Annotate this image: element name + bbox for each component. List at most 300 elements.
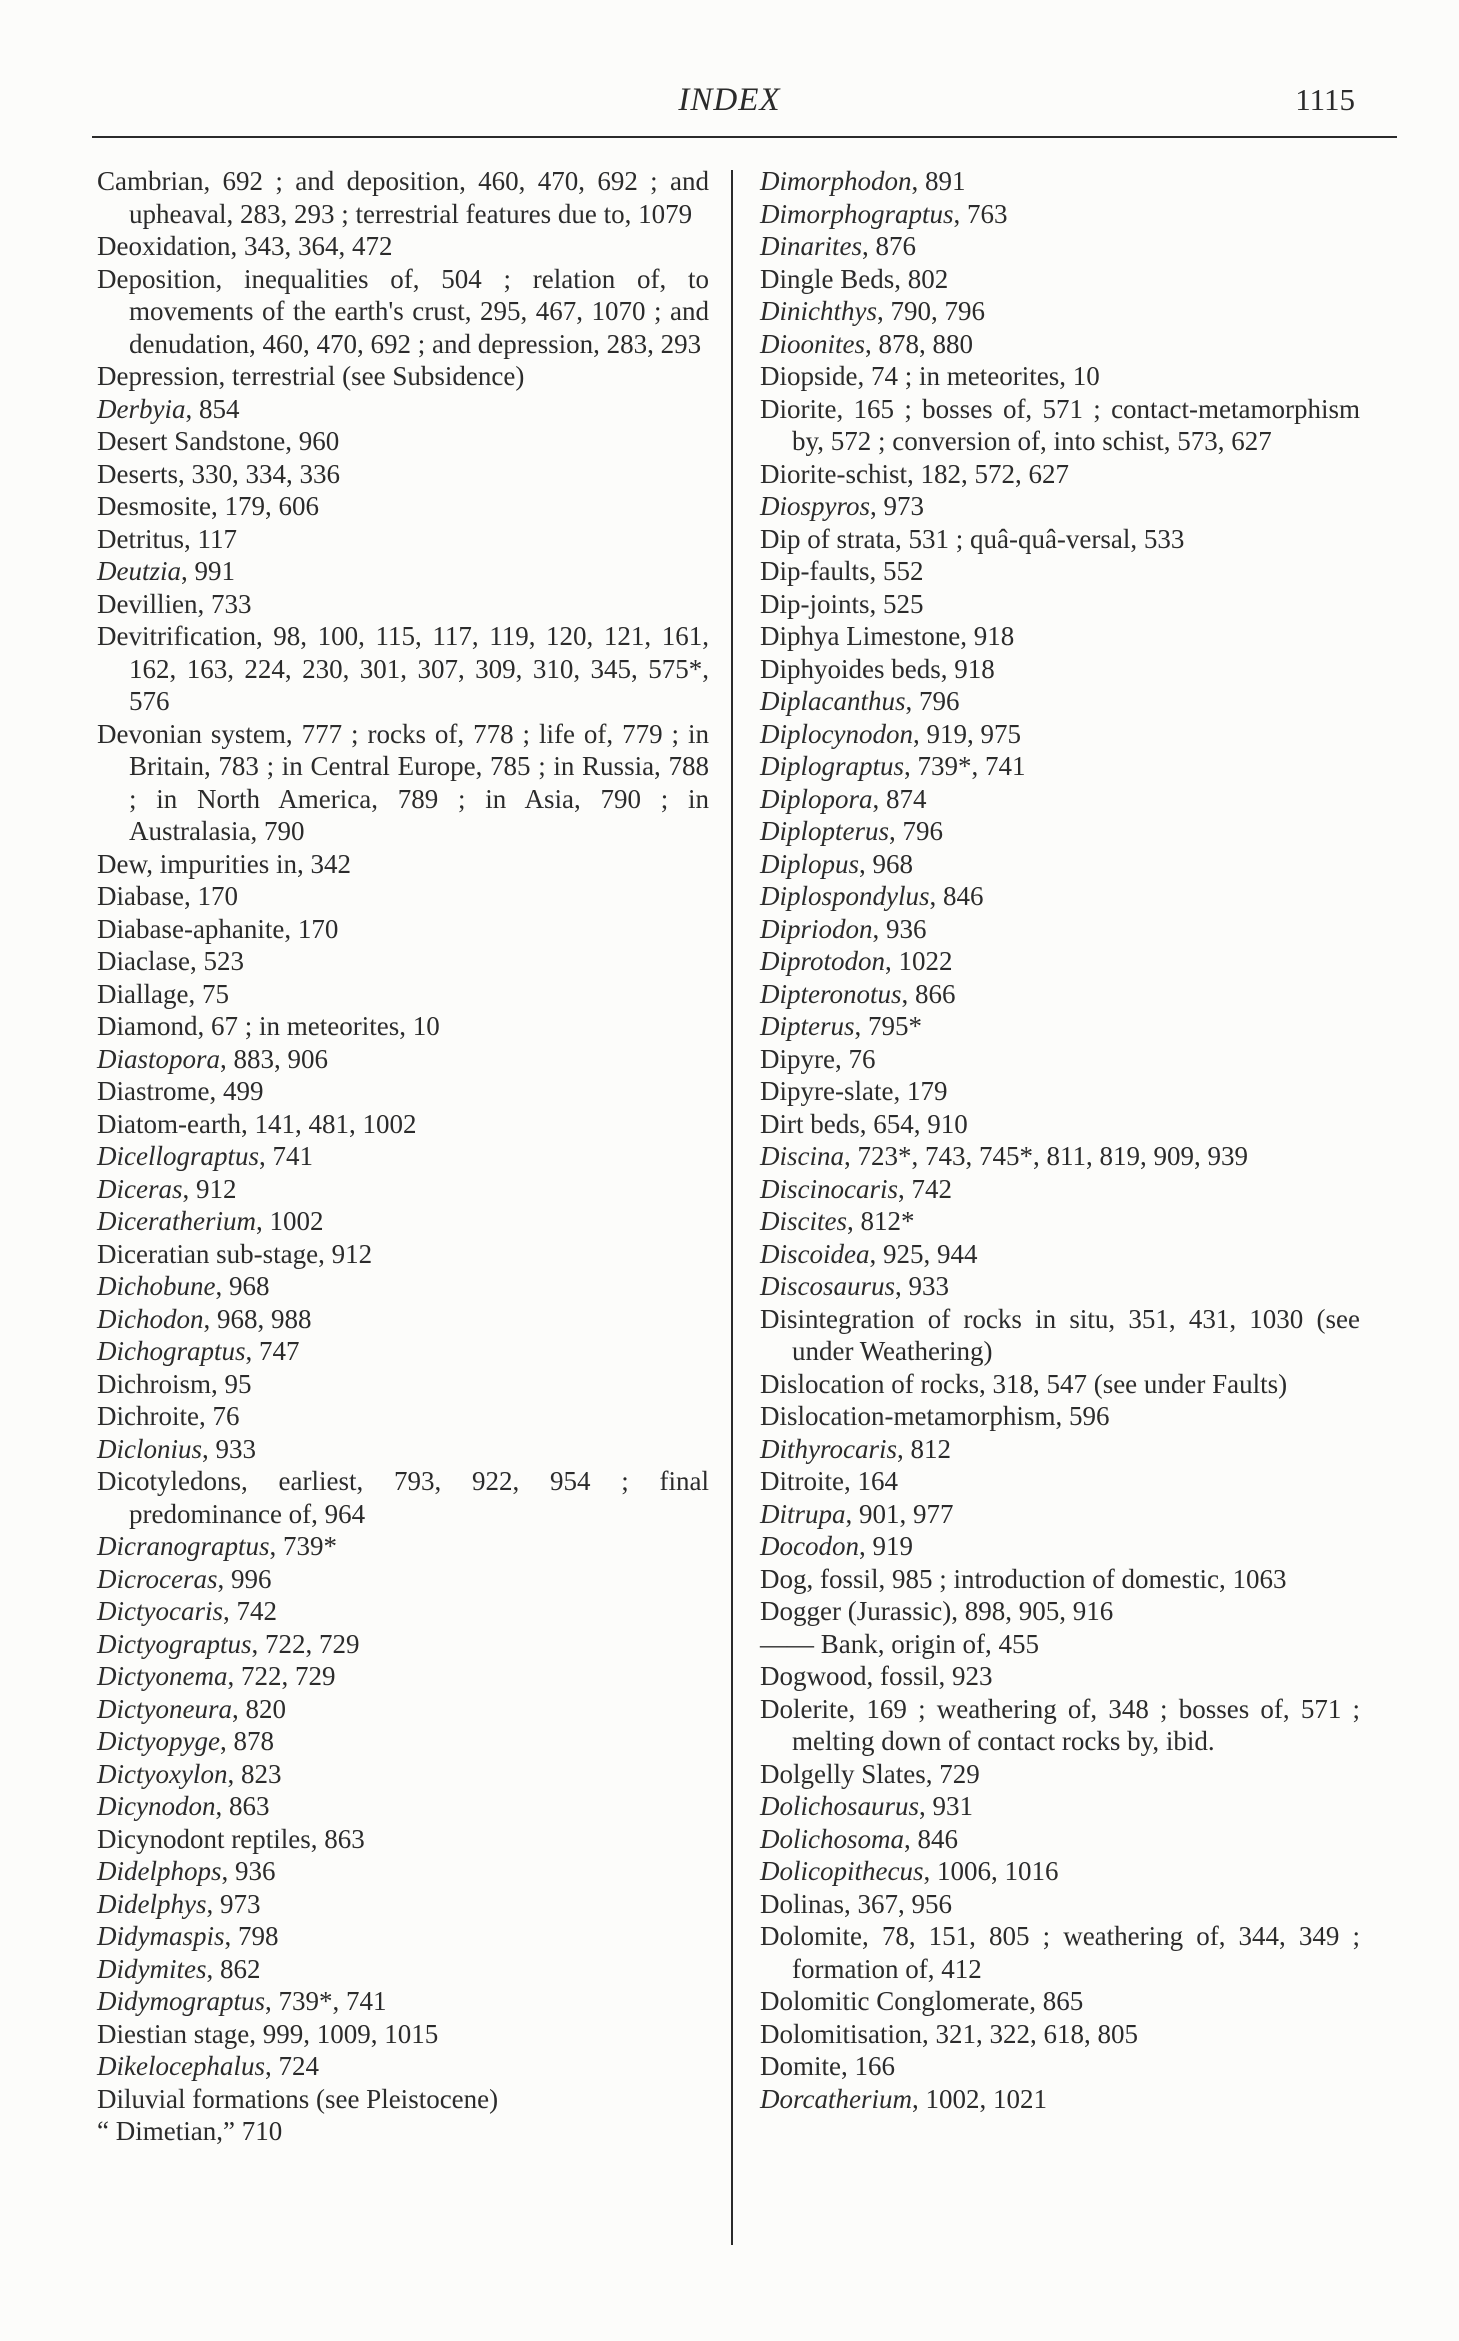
index-entry-heading: Dingle Beds	[760, 263, 895, 294]
index-entry-heading: Diorite-schist	[760, 458, 907, 489]
index-entry-refs: , 733	[197, 588, 252, 619]
index-entry	[97, 1433, 709, 1466]
index-entry-heading: Deposition	[97, 263, 216, 294]
index-entry-heading: Dipriodon	[760, 913, 873, 944]
index-entry-refs: , 525	[869, 588, 924, 619]
index-entry	[760, 490, 1360, 523]
index-entry-heading: Devillien	[97, 588, 198, 619]
index-entry-refs: , 891	[911, 166, 966, 196]
index-entry-heading: Dimorphograptus	[760, 198, 954, 229]
index-entry	[760, 588, 1360, 621]
index-entry	[97, 1010, 709, 1043]
index-entry-refs: , 552	[869, 556, 924, 586]
index-entry-heading: Dichograptus	[97, 1336, 246, 1366]
index-entry-heading: Diphyoides beds	[760, 653, 941, 684]
index-entry-heading: Desmosite	[97, 491, 211, 521]
index-entry	[760, 328, 1360, 361]
index-entry	[760, 2083, 1360, 2116]
index-entry	[97, 1303, 709, 1336]
index-entry	[760, 1205, 1360, 1238]
index-entry-heading: Dichobune	[97, 1271, 216, 1301]
index-entry-heading: Discina	[760, 1141, 844, 1171]
index-entry-refs: , 654, 910	[859, 1108, 968, 1139]
index-entry-heading: Dikelocephalus	[97, 2051, 265, 2081]
index-entry-heading: Dolgelly Slates	[760, 1758, 926, 1789]
index-entry	[760, 1758, 1360, 1791]
index-entry-refs: , 999, 1009, 1015	[249, 2018, 439, 2049]
index-entry-refs: , 878	[219, 1726, 274, 1756]
index-entry-refs: , 790, 796	[876, 296, 985, 326]
index-entry-heading: Dinichthys	[760, 296, 877, 326]
index-entry-refs: , 722, 729	[251, 1628, 360, 1659]
index-entry-heading: Dolichosoma	[760, 1823, 904, 1854]
index-entry	[760, 1985, 1360, 2018]
index-entry	[760, 718, 1360, 751]
index-entry-heading: Deoxidation	[97, 231, 231, 261]
index-entry	[97, 165, 709, 230]
index-entry-heading: Dolinas	[760, 1888, 844, 1919]
index-entry-heading: Dolicopithecus	[760, 1856, 924, 1886]
index-entry-heading: Discoidea	[760, 1238, 870, 1269]
index-entry	[97, 393, 709, 426]
index-entry-refs: , 523	[189, 946, 244, 976]
index-entry-refs: , 991	[181, 556, 235, 586]
index-entry	[97, 490, 709, 523]
index-entry-refs: , 321, 322, 618, 805	[922, 2018, 1138, 2049]
index-entry	[97, 1595, 709, 1628]
index-entry	[97, 1108, 709, 1141]
index-entry-heading: Diprotodon	[760, 946, 886, 976]
index-entry-heading: Dolomite	[760, 1921, 862, 1951]
index-entry-refs: , 164	[843, 1466, 898, 1496]
index-entry-heading: Dip of strata	[760, 523, 895, 554]
index-entry-refs: , inequalities of, 504 ; relation of, to movements of the earth's crust, 295, 467, 1070 ; and denudation, 460, 470, 692 ; and depression, 283, 293	[129, 263, 709, 359]
index-entry-heading: Devitrification	[97, 621, 256, 651]
index-entry	[760, 198, 1360, 231]
index-entry-refs: , 596	[1055, 1401, 1110, 1431]
index-entry	[97, 2115, 709, 2148]
index-entry-heading: Diabase-aphanite	[97, 913, 285, 944]
index-entry-refs: , 796	[905, 686, 960, 716]
index-entry	[97, 2050, 709, 2083]
index-entry-heading: Discinocaris	[760, 1173, 898, 1204]
index-entry-heading: Dogwood	[760, 1661, 867, 1691]
index-entry	[97, 1660, 709, 1693]
index-entry-heading: Dichroite	[97, 1401, 199, 1431]
index-entry-heading: Diabase	[97, 881, 184, 911]
index-entry-refs: , 170	[284, 913, 339, 944]
index-entry	[97, 360, 709, 393]
index-entry	[97, 1953, 709, 1986]
index-entry-refs: , 863	[310, 1823, 365, 1854]
index-entry	[97, 1530, 709, 1563]
index-entry-heading: Dolomitisation	[760, 2018, 922, 2049]
index-entry	[760, 750, 1360, 783]
index-entry-heading: Diplopus	[760, 848, 860, 879]
index-entry-refs: , 75	[188, 978, 229, 1009]
index-entry-heading: Deserts	[97, 458, 178, 489]
index-entry-refs: , 936	[872, 913, 927, 944]
index-entry	[97, 588, 709, 621]
index-entry	[760, 263, 1360, 296]
index-entry-heading: Dolichosaurus	[760, 1791, 920, 1821]
index-entry	[97, 1043, 709, 1076]
index-entry-refs: , 739*, 741	[265, 1986, 387, 2016]
index-entry-refs: , 729	[925, 1758, 980, 1789]
index-entry-heading: Diclonius	[97, 1433, 202, 1464]
index-entry	[760, 1400, 1360, 1433]
index-entry-refs: , 874	[872, 783, 927, 814]
index-entry-heading: Devonian system	[97, 718, 286, 749]
index-entry	[97, 1693, 709, 1726]
index-entry-refs: , 973	[870, 491, 925, 521]
index-entry-refs: , 854	[185, 393, 240, 424]
index-entry-refs: , 724	[264, 2051, 319, 2081]
index-entry-refs: , 1022	[885, 946, 953, 976]
index-entry	[97, 1400, 709, 1433]
index-entry-refs: , 741	[259, 1141, 313, 1171]
index-entry-refs: , 169 ; weathering of, 348 ; bosses of, 571 ; melting down of contact rocks by, ibid.	[792, 1693, 1360, 1756]
index-entry-heading: Discosaurus	[760, 1271, 896, 1301]
index-entry-heading: Dictyocaris	[97, 1596, 223, 1626]
index-entry-heading: Ditroite	[760, 1466, 844, 1496]
page-header-title: INDEX	[678, 82, 781, 118]
index-entry-refs: , 117	[184, 523, 237, 554]
index-entry-heading: Dew	[97, 848, 147, 879]
index-entry-refs: , 795*	[854, 1011, 922, 1041]
index-entry-heading: Dirt beds	[760, 1108, 860, 1139]
index-entry	[97, 1563, 709, 1596]
index-entry-heading: Diospyros	[760, 491, 871, 521]
index-entry-refs: , 912	[318, 1238, 373, 1269]
index-entry-heading: Diallage	[97, 978, 189, 1009]
index-entry	[97, 230, 709, 263]
index-entry	[760, 1595, 1360, 1628]
index-entry-refs: , 865	[1029, 1986, 1084, 2016]
index-entry-refs: , 739*	[269, 1531, 338, 1561]
index-entry	[760, 1108, 1360, 1141]
index-column-right	[760, 165, 1360, 2115]
index-entry-heading: Dicranograptus	[97, 1531, 270, 1561]
index-entry	[97, 1985, 709, 2018]
index-entry	[760, 653, 1360, 686]
index-entry-refs: , 968	[859, 848, 914, 879]
index-entry	[760, 2018, 1360, 2051]
index-entry	[760, 1628, 1360, 1661]
index-entry-heading: Docodon	[760, 1531, 859, 1561]
index-entry	[760, 1660, 1360, 1693]
index-entry-refs: , 763	[953, 198, 1008, 229]
index-entry	[760, 1173, 1360, 1206]
index-entry-refs: , 936	[221, 1856, 276, 1886]
index-entry-refs: , 739*, 741	[904, 751, 1026, 781]
index-entry-heading: Dithyrocaris	[760, 1433, 897, 1464]
index-entry-refs: , impurities in, 342	[146, 848, 351, 879]
index-entry-heading: “ Dimetian,”	[97, 2116, 235, 2146]
index-entry-heading: Dimorphodon	[760, 166, 912, 196]
index-entry	[97, 1855, 709, 1888]
index-entry-refs: , fossil, 985 ; introduction of domestic, 1063	[806, 1563, 1287, 1594]
index-entry-refs: , 78, 151, 805 ; weathering of, 344, 349 ; formation of, 412	[792, 1921, 1360, 1984]
index-entry-refs: , 499	[209, 1076, 264, 1106]
index-entry-refs: , 968	[215, 1271, 270, 1301]
index-entry-refs: , 933	[202, 1433, 256, 1464]
index-entry	[760, 393, 1360, 458]
index-entry	[760, 1693, 1360, 1758]
index-entry-refs: , 802	[894, 263, 949, 294]
index-entry-heading: Diastopora	[97, 1043, 221, 1074]
index-entry-refs: , 863	[215, 1791, 270, 1821]
index-entry-refs: , earliest, 793, 922, 954 ; final predominance of, 964	[129, 1466, 709, 1529]
index-entry-refs: , 166	[841, 2051, 895, 2081]
index-entry	[97, 1725, 709, 1758]
index-entry-heading: Diatom-earth	[97, 1108, 241, 1139]
index-entry-refs: , 931	[919, 1791, 974, 1821]
index-entry	[760, 230, 1360, 263]
page-number: 1115	[1295, 82, 1355, 117]
index-entry	[97, 1173, 709, 1206]
index-entry-refs: , 898, 905, 916	[951, 1596, 1114, 1626]
index-entry	[760, 1433, 1360, 1466]
index-entry	[760, 1530, 1360, 1563]
index-entry-refs: , 883, 906	[220, 1043, 329, 1074]
index-entry	[97, 848, 709, 881]
index-entry-refs: (see Pleistocene)	[309, 2083, 499, 2114]
index-entry	[97, 263, 709, 361]
index-entry-refs: , 846	[904, 1823, 958, 1854]
index-entry-heading: Diceratian sub-stage	[97, 1238, 319, 1269]
index-entry	[97, 1888, 709, 1921]
index-entry-heading: Dipterus	[760, 1011, 855, 1041]
index-entry-heading: Dicellograptus	[97, 1141, 259, 1171]
index-entry-heading: Dicotyledons	[97, 1466, 241, 1496]
index-entry-heading: Diplacanthus	[760, 686, 906, 716]
index-entry-heading: Didymites	[97, 1953, 207, 1984]
index-entry-heading: Dichodon	[97, 1303, 204, 1334]
index-entry-heading: Dolomitic Conglomerate	[760, 1986, 1030, 2016]
header-rule	[92, 136, 1397, 138]
index-entry-heading: Dictyoxylon	[97, 1758, 228, 1789]
index-entry	[760, 783, 1360, 816]
index-entry-heading: Diaclase	[97, 946, 190, 976]
index-entry-refs: , 723*, 743, 745*, 811, 819, 909, 939	[844, 1141, 1248, 1171]
index-entry-refs: , 141, 481, 1002	[240, 1108, 417, 1139]
index-entry-heading: Ditrupa	[760, 1498, 846, 1529]
index-entry-heading: Domite	[760, 2051, 841, 2081]
index-entry-heading: Dictyoneura	[97, 1693, 232, 1724]
index-entry-heading: Derbyia	[97, 393, 186, 424]
index-entry-refs: , 76	[834, 1043, 876, 1074]
index-entry-heading: Diceras	[97, 1173, 183, 1204]
index-entry-refs: , 777 ; rocks of, 778 ; life of, 779 ; in Britain, 783 ; in Central Europe, 785 ; in Russia, 788 ; in North America, 789 ; in Asia, 790 ; in Australasia, 790	[129, 718, 709, 846]
index-entry-refs: , 912	[182, 1173, 237, 1204]
index-entry-refs: , 165 ; bosses of, 571 ; contact-metamorphism by, 572 ; conversion of, into schist, 573, 627	[792, 393, 1360, 456]
index-entry-heading: Diplospondylus	[760, 881, 930, 911]
index-entry-heading: Discites	[760, 1206, 847, 1236]
index-entry-heading: Desert Sandstone	[97, 426, 286, 456]
index-entry-refs: , 95	[211, 1368, 252, 1399]
index-entry	[760, 880, 1360, 913]
index-entry	[97, 978, 709, 1011]
index-entry	[760, 815, 1360, 848]
index-entry-refs: , 742	[898, 1173, 952, 1204]
index-entry	[760, 945, 1360, 978]
index-entry	[760, 978, 1360, 1011]
index-entry	[97, 913, 709, 946]
index-entry	[760, 1563, 1360, 1596]
index-entry-heading: Dioonites	[760, 328, 865, 359]
index-entry-refs: , 812	[897, 1433, 951, 1464]
index-entry	[760, 523, 1360, 556]
index-entry-refs: , 876	[862, 231, 917, 261]
index-entry-refs: , 798	[224, 1921, 279, 1951]
index-entry	[760, 1140, 1360, 1173]
index-entry-refs: , 747	[245, 1336, 300, 1366]
index-entry	[760, 1498, 1360, 1531]
index-entry-refs: , 925, 944	[869, 1238, 978, 1269]
index-entry-refs: , 1002	[255, 1206, 324, 1236]
index-entry	[760, 1238, 1360, 1271]
index-entry-heading: Dog	[760, 1563, 807, 1594]
index-entry-heading: Dip-joints	[760, 588, 870, 619]
index-entry-refs: , 722, 729	[227, 1661, 336, 1691]
index-entry-heading: Diceratherium	[97, 1206, 256, 1236]
index-entry-heading: Dislocation-metamorphism	[760, 1401, 1056, 1431]
index-entry-refs: , origin of, 455	[877, 1628, 1039, 1659]
index-entry	[760, 360, 1360, 393]
index-entry-refs: , 933	[895, 1271, 950, 1301]
index-entry	[97, 1140, 709, 1173]
index-entry-heading: Dicroceras	[97, 1563, 218, 1594]
index-entry	[97, 945, 709, 978]
index-entry	[760, 1010, 1360, 1043]
index-entry	[760, 1043, 1360, 1076]
index-entry-refs: , 968, 988	[203, 1303, 312, 1334]
index-entry	[760, 848, 1360, 881]
index-entry-refs: , 996	[217, 1563, 272, 1594]
index-entry	[97, 425, 709, 458]
index-entry-refs: , 367, 956	[844, 1888, 952, 1919]
index-entry-refs: , 919	[858, 1531, 913, 1561]
index-entry-heading: Dip-faults	[760, 556, 870, 586]
index-entry-refs: , 918	[960, 621, 1015, 651]
index-entry-heading: Diamond	[97, 1011, 198, 1041]
index-entry	[760, 1270, 1360, 1303]
index-entry	[97, 1075, 709, 1108]
index-entry	[760, 165, 1360, 198]
index-entry-refs: , terrestrial (see Subsidence)	[218, 361, 525, 391]
index-entry-refs: , 98, 100, 115, 117, 119, 120, 121, 161, 162, 163, 224, 230, 301, 307, 309, 310, 345, 575*, 576	[129, 621, 709, 716]
index-entry-heading: Didelphys	[97, 1888, 207, 1919]
index-entry	[760, 1075, 1360, 1108]
index-entry	[97, 1465, 709, 1530]
index-entry	[760, 2050, 1360, 2083]
index-entry	[97, 1628, 709, 1661]
index-entry-heading: Dorcatherium	[760, 2083, 912, 2114]
index-entry-heading: Diplocynodon	[760, 718, 913, 749]
index-column-left	[97, 165, 709, 2148]
index-entry	[760, 295, 1360, 328]
index-entry-refs: , 866	[901, 978, 956, 1009]
index-entry-refs: , 179	[893, 1076, 948, 1106]
index-entry	[97, 523, 709, 556]
index-entry-refs: , 901, 977	[845, 1498, 954, 1529]
index-entry	[97, 1368, 709, 1401]
index-entry	[97, 555, 709, 588]
index-entry	[97, 1205, 709, 1238]
index-entry-heading: Diestian stage	[97, 2018, 250, 2049]
column-divider	[731, 170, 733, 2245]
index-entry	[760, 555, 1360, 588]
index-entry-heading: Dinarites	[760, 231, 863, 261]
index-entry	[97, 1758, 709, 1791]
index-entry	[97, 1270, 709, 1303]
index-entry	[97, 1920, 709, 1953]
index-entry-refs: , 531 ; quâ-quâ-versal, 533	[894, 523, 1185, 554]
index-entry-refs: , 1006, 1016	[923, 1856, 1059, 1886]
index-entry-refs: , 960	[285, 426, 340, 456]
index-entry	[97, 620, 709, 718]
index-entry-refs: , 76	[198, 1401, 240, 1431]
index-entry-refs: , 67 ; in meteorites, 10	[197, 1011, 440, 1041]
index-entry-refs: , 170	[183, 881, 238, 911]
index-entry	[760, 1465, 1360, 1498]
index-entry-heading: Dogger (Jurassic)	[760, 1596, 952, 1626]
index-entry	[97, 458, 709, 491]
index-entry-refs: , 1002, 1021	[911, 2083, 1047, 2114]
index-entry	[760, 620, 1360, 653]
index-entry-heading: Dicynodon	[97, 1791, 216, 1821]
index-entry-refs: , 820	[231, 1693, 286, 1724]
index-entry-heading: Dichroism	[97, 1368, 211, 1399]
index-entry	[97, 1790, 709, 1823]
index-entry-refs: in situ, 351, 431, 1030 (see under Weathering)	[792, 1303, 1360, 1366]
index-entry-refs: 710	[234, 2116, 283, 2146]
index-entry-refs: , 318, 547 (see under Faults)	[978, 1368, 1288, 1399]
index-entry-heading: —— Bank	[760, 1628, 878, 1659]
index-entry-heading: Diphya Limestone	[760, 621, 961, 651]
index-entry-heading: Dictyopyge	[97, 1726, 220, 1756]
index-entry	[97, 2018, 709, 2051]
index-entry-refs: , 742	[222, 1596, 277, 1626]
index-entry-heading: Dipyre-slate	[760, 1076, 894, 1106]
index-entry	[97, 1823, 709, 1856]
index-entry-heading: Diplograptus	[760, 751, 905, 781]
index-entry	[760, 1368, 1360, 1401]
index-entry-refs: , 862	[206, 1953, 261, 1984]
index-entry-refs: , 812*	[847, 1206, 915, 1236]
index-entry-heading: Didymograptus	[97, 1986, 265, 2016]
index-entry-heading: Diplopterus	[760, 816, 890, 846]
index-entry-heading: Diplopora	[760, 783, 873, 814]
index-entry-refs: , 182, 572, 627	[906, 458, 1069, 489]
index-entry-heading: Dislocation of rocks	[760, 1368, 979, 1399]
index-entry-refs: , 179, 606	[211, 491, 319, 521]
index-entry-refs: , 846	[929, 881, 984, 911]
index-entry-refs: , 796	[889, 816, 944, 846]
index-entry	[760, 458, 1360, 491]
index-entry-refs: , 74 ; in meteorites, 10	[857, 361, 1100, 391]
index-entry-heading: Diorite	[760, 393, 837, 424]
index-entry-refs: , 823	[227, 1758, 282, 1789]
index-entry	[760, 1920, 1360, 1985]
index-entry	[97, 718, 709, 848]
index-entry-heading: Dictyonema	[97, 1661, 228, 1691]
index-entry	[760, 1790, 1360, 1823]
index-entry-heading: Dicynodont reptiles	[97, 1823, 311, 1854]
index-entry-heading: Deutzia	[97, 556, 181, 586]
index-entry	[97, 1335, 709, 1368]
